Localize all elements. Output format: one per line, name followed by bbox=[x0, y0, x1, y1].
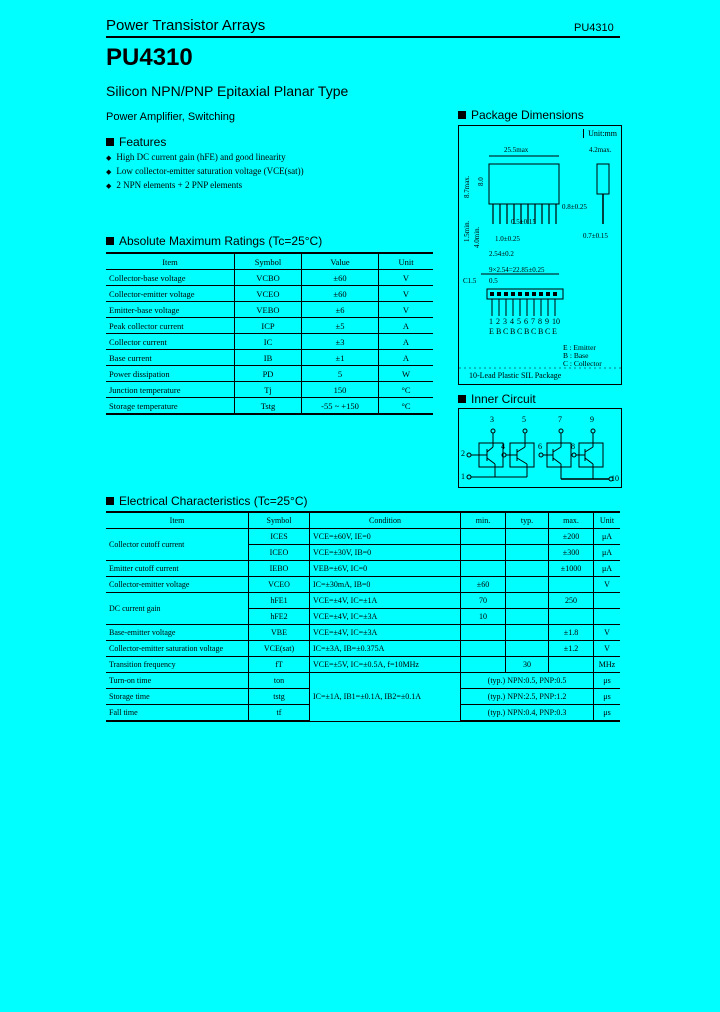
table-row: Collector-base voltage VCBO ±60 V bbox=[106, 270, 433, 286]
pin-label: 2 bbox=[461, 449, 465, 458]
dim-depth: 4.2max. bbox=[589, 146, 612, 154]
col-condition: Condition bbox=[310, 512, 461, 529]
square-bullet-icon bbox=[106, 497, 114, 505]
pin-numbers: 1 2 3 4 5 6 7 8 9 10 bbox=[489, 317, 560, 326]
square-bullet-icon bbox=[106, 138, 114, 146]
dim-chamfer2: 0.5 bbox=[489, 277, 498, 285]
col-item: Item bbox=[106, 512, 249, 529]
unit-label: Unit:mm bbox=[583, 129, 617, 138]
table-row: Peak collector current ICP ±5 A bbox=[106, 318, 433, 334]
feature-item: ◆ High DC current gain (hFE) and good linearity bbox=[106, 150, 304, 164]
dim-side-thk: 0.7±0.15 bbox=[583, 232, 608, 240]
col-max: max. bbox=[549, 512, 594, 529]
square-bullet-icon bbox=[458, 395, 466, 403]
pin-label: 8 bbox=[571, 442, 575, 451]
pin-label: 7 bbox=[558, 415, 562, 424]
pin-label: 4 bbox=[501, 442, 505, 451]
pin-label: 3 bbox=[490, 415, 494, 424]
features-list bbox=[106, 150, 304, 192]
square-bullet-icon bbox=[458, 111, 466, 119]
table-row: DC current gain hFE1 VCE=±4V, IC=±1A 70 250 bbox=[106, 593, 620, 609]
col-symbol: Symbol bbox=[249, 512, 310, 529]
elec-table bbox=[106, 511, 620, 722]
table-row: Storage time tstg (typ.) NPN:2.5, PNP:1.2 μs bbox=[106, 689, 620, 705]
pin-legend: E : Emitter B : Base C : Collector bbox=[563, 343, 602, 368]
col-item: Item bbox=[106, 253, 235, 270]
series-title: Power Transistor Arrays bbox=[106, 17, 266, 34]
table-row: Collector-emitter voltage VCEO ±60 V bbox=[106, 286, 433, 302]
inner-circuit-diagram bbox=[458, 408, 622, 488]
table-row: ICEO VCE=±30V, IB=0 ±300 μA bbox=[106, 545, 620, 561]
col-value: Value bbox=[302, 253, 379, 270]
part-number-small: PU4310 bbox=[574, 22, 614, 34]
pin-label: 9 bbox=[590, 415, 594, 424]
table-row: Emitter-base voltage VEBO ±6 V bbox=[106, 302, 433, 318]
table-row: hFE2 VCE=±4V, IC=±3A 10 bbox=[106, 609, 620, 625]
table-row: Emitter cutoff current IEBO VEB=±6V, IC=0 ±1000 μA bbox=[106, 561, 620, 577]
abs-max-table bbox=[106, 252, 433, 415]
page-title: PU4310 bbox=[106, 44, 193, 71]
dim-body: 8.0 bbox=[477, 177, 485, 186]
table-row: Fall time tf (typ.) NPN:0.4, PNP:0.3 μs bbox=[106, 705, 620, 722]
dim-lead-len2: 4.0min. bbox=[473, 226, 481, 248]
features-heading: Features bbox=[106, 135, 166, 149]
subtitle: Silicon NPN/PNP Epitaxial Planar Type bbox=[106, 83, 349, 99]
table-row: Collector current IC ±3 A bbox=[106, 334, 433, 350]
col-min: min. bbox=[461, 512, 506, 529]
table-row: Collector-emitter voltage VCEO IC=±30mA, IB=0 ±60 V bbox=[106, 577, 620, 593]
dim-height: 8.7max. bbox=[463, 175, 471, 198]
dim-span: 9×2.54=22.85±0.25 bbox=[489, 266, 545, 274]
dim-lead-len1: 1.5min. bbox=[463, 220, 471, 242]
table-row: Power dissipation PD 5 W bbox=[106, 366, 433, 382]
dim-lead-thk: 0.8±0.25 bbox=[562, 203, 587, 211]
dim-lead-w: 0.5±0.15 bbox=[511, 218, 536, 226]
feature-item: ◆ 2 NPN elements + 2 PNP elements bbox=[106, 178, 304, 192]
package-drawing bbox=[458, 125, 622, 385]
dim-width: 25.5max bbox=[504, 146, 529, 154]
table-row: Collector-emitter saturation voltage VCE(sat) IC=±3A, IB=±0.375A ±1.2 V bbox=[106, 641, 620, 657]
square-bullet-icon bbox=[106, 237, 114, 245]
table-row: Junction temperature Tj 150 °C bbox=[106, 382, 433, 398]
table-row: Base-emitter voltage VBE VCE=±4V, IC=±3A ±1.8 V bbox=[106, 625, 620, 641]
pin-label: 6 bbox=[538, 442, 542, 451]
col-typ: typ. bbox=[506, 512, 549, 529]
table-row: Base current IB ±1 A bbox=[106, 350, 433, 366]
col-unit: Unit bbox=[379, 253, 434, 270]
package-heading: Package Dimensions bbox=[458, 108, 584, 122]
dim-lead-w2: 1.0±0.25 bbox=[495, 235, 520, 243]
application: Power Amplifier, Switching bbox=[106, 111, 235, 123]
dim-chamfer: C1.5 bbox=[463, 277, 477, 285]
table-row: Collector cutoff current ICES VCE=±60V, IE=0 ±200 μA bbox=[106, 529, 620, 545]
elec-heading: Electrical Characteristics (Tc=25°C) bbox=[106, 494, 308, 508]
pin-label: 10 bbox=[611, 474, 619, 483]
table-row: Storage temperature Tstg -55 ~ +150 °C bbox=[106, 398, 433, 415]
header-rule bbox=[106, 36, 620, 38]
table-row: Transition frequency fT VCE=±5V, IC=±0.5A, f=10MHz 30 MHz bbox=[106, 657, 620, 673]
pin-label: 5 bbox=[522, 415, 526, 424]
abs-max-heading: Absolute Maximum Ratings (Tc=25°C) bbox=[106, 234, 322, 248]
pin-label: 1 bbox=[461, 472, 465, 481]
inner-circuit-heading: Inner Circuit bbox=[458, 392, 536, 406]
package-caption: 10-Lead Plastic SIL Package bbox=[469, 371, 562, 380]
feature-item: ◆ Low collector-emitter saturation voltage (VCE(sat)) bbox=[106, 164, 304, 178]
dim-pitch: 2.54±0.2 bbox=[489, 250, 514, 258]
col-symbol: Symbol bbox=[235, 253, 302, 270]
col-unit: Unit bbox=[594, 512, 621, 529]
table-row: Turn-on time ton IC=±1A, IB1=±0.1A, IB2=±0.1A (typ.) NPN:0.5, PNP:0.5 μs bbox=[106, 673, 620, 689]
pin-letters: E B C B C B C B C E bbox=[489, 327, 557, 336]
